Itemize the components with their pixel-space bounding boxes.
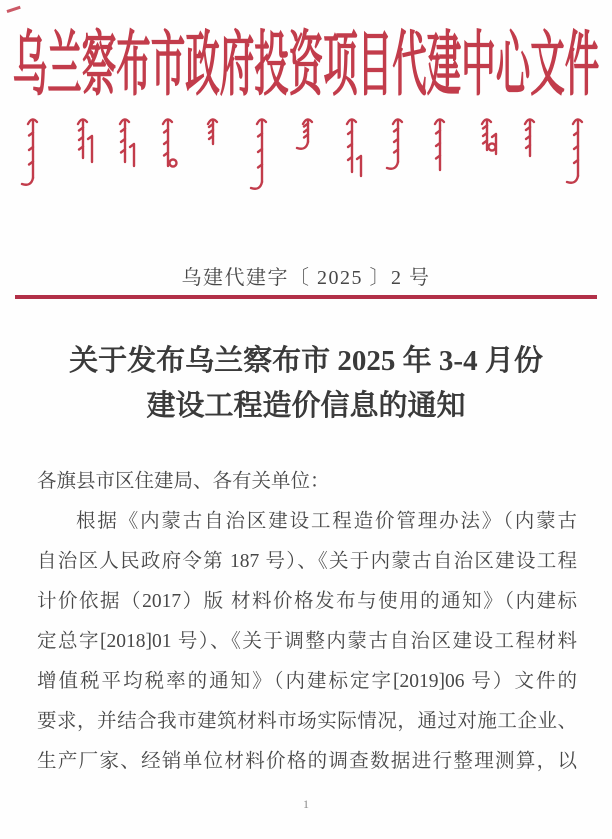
body-line: 定总字[2018]01 号）、《关于调整内蒙古自治区建设工程材料	[37, 631, 577, 652]
notice-title-line-1: 关于发布乌兰察布市 2025 年 3-4 月份	[69, 345, 543, 377]
body-line: 要求，并结合我市建筑材料市场实际情况，通过对施工企业、	[37, 711, 577, 732]
notice-title	[0, 339, 612, 429]
notice-title-line-2: 建设工程造价信息的通知	[146, 390, 466, 422]
body-text	[37, 462, 577, 782]
page-number: 1	[303, 797, 309, 811]
document-masthead-title: 乌兰察布市政府投资项目代建中心文件	[12, 26, 600, 105]
document-number: 乌建代建字〔 2025 〕2 号	[181, 267, 431, 289]
body-line: 增值税平均税率的通知》（内建标定字[2019]06 号）文件的	[37, 671, 577, 692]
body-line: 根据《内蒙古自治区建设工程造价管理办法》（内蒙古	[76, 511, 577, 532]
body-line: 自治区人民政府令第 187 号）、《关于内蒙古自治区建设工程	[37, 551, 577, 572]
salutation-line: 各旗县市区住建局、各有关单位：	[37, 471, 330, 492]
red-divider-rule	[15, 295, 597, 299]
mongolian-script-row	[0, 110, 612, 202]
scan-corner-mark	[5, 2, 20, 13]
mongolian-script-glyphs	[0, 110, 612, 202]
body-line: 计价依据（2017）版 材料价格发布与使用的通知》（内建标	[37, 591, 577, 612]
body-line: 生产厂家、经销单位材料价格的调查数据进行整理测算，以	[37, 751, 577, 772]
